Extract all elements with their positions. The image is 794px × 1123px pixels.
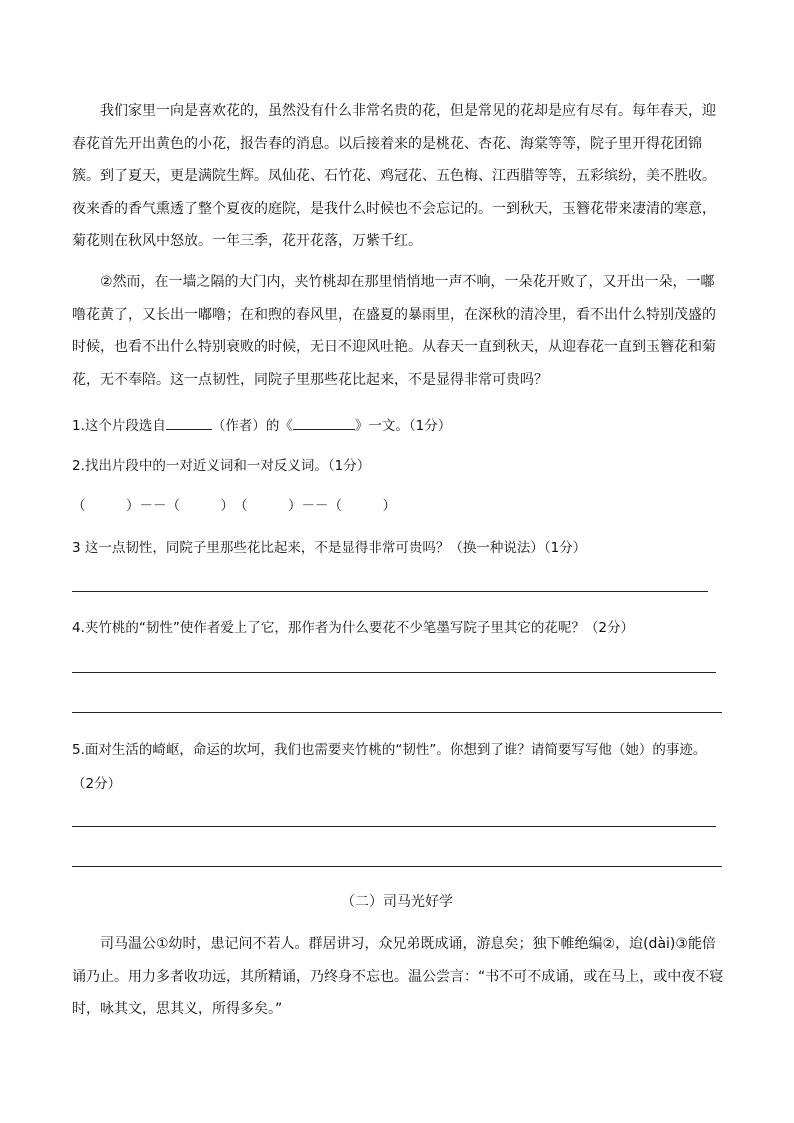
passage-paragraph-1: 我们家里一向是喜欢花的，虽然没有什么非常名贵的花，但是常见的花却是应有尽有。每年春天，迎春花首先开出黄色的小花，报告春的消息。以后接着来的是桃花、杏花、海棠等等，院子里开得花团锦簇。到了夏天，更是满院生辉。凤仙花、石竹花、鸡冠花、五色梅、江西腊等等，五彩缤纷，美不胜收。夜来香的香气熏透了整个夏夜的庭院，是我什么时候也不会忘记的。一到秋天，玉簪花带来凄清的寒意，菊花则在秋风中怒放。一年三季，花开花落，万紫千红。 (72, 103, 716, 249)
question-1-text-c: 》一文。（1分） (354, 418, 452, 434)
answer-line-q5-1[interactable] (72, 826, 716, 827)
question-1-text-b: （作者）的《 (211, 418, 293, 434)
question-5-line-2: （2分） (72, 776, 122, 792)
question-5-line-1: 5.面对生活的崎岖，命运的坎坷，我们也需要夹竹桃的“韧性”。你想到了谁？请简要写写他（她）的事迹。 (72, 742, 707, 758)
answer-line-q4-2[interactable] (72, 712, 722, 713)
passage-paragraph-2: ②然而，在一墙之隔的大门内，夹竹桃却在那里悄悄地一声不响，一朵花开败了，又开出一朵，一嘟噜花黄了，又长出一嘟噜；在和煦的春风里，在盛夏的暴雨里，在深秋的清冷里，看不出什么特别茂盛的时候，也看不出什么特别衰败的时候，无日不迎风吐艳。从春天一直到秋天，从迎春花一直到玉簪花和菊花，无不奉陪。这一点韧性，同院子里那些花比起来，不是显得非常可贵吗？ (72, 274, 716, 388)
title-answer-blank[interactable] (293, 415, 355, 430)
question-1 (72, 414, 724, 434)
answer-line-q3[interactable] (72, 591, 708, 592)
question-1-text-a: 1.这个片段选自 (72, 418, 166, 434)
answer-line-q4-1[interactable] (72, 672, 716, 673)
question-2: 2.找出片段中的一对近义词和一对反义词。（1分） (72, 458, 371, 474)
question-4: 4.夹竹桃的“韧性”使作者爱上了它，那作者为什么要花不少笔墨写院子里其它的花呢？（2分） (72, 620, 634, 636)
classical-text-passage: 司马温公①幼时，患记问不若人。群居讲习，众兄弟既成诵，游息矣；独下帷绝编②，迨(dài)③能倍诵乃止。用力多者收功远，其所精诵，乃终身不忘也。温公尝言：“书不可不成诵，或在马上，或中夜不寝时，咏其文，思其义，所得多矣。” (72, 936, 724, 1017)
answer-line-q5-2[interactable] (72, 866, 722, 867)
section-title: （二）司马光好学 (341, 894, 453, 910)
author-answer-blank[interactable] (166, 415, 212, 430)
question-3: 3 这一点韧性，同院子里那些花比起来，不是显得非常可贵吗？（换一种说法）（1分） (72, 540, 587, 556)
word-pair-answer-slots[interactable]: （ ）－－（ ） （ ）－－（ ） (72, 498, 396, 514)
